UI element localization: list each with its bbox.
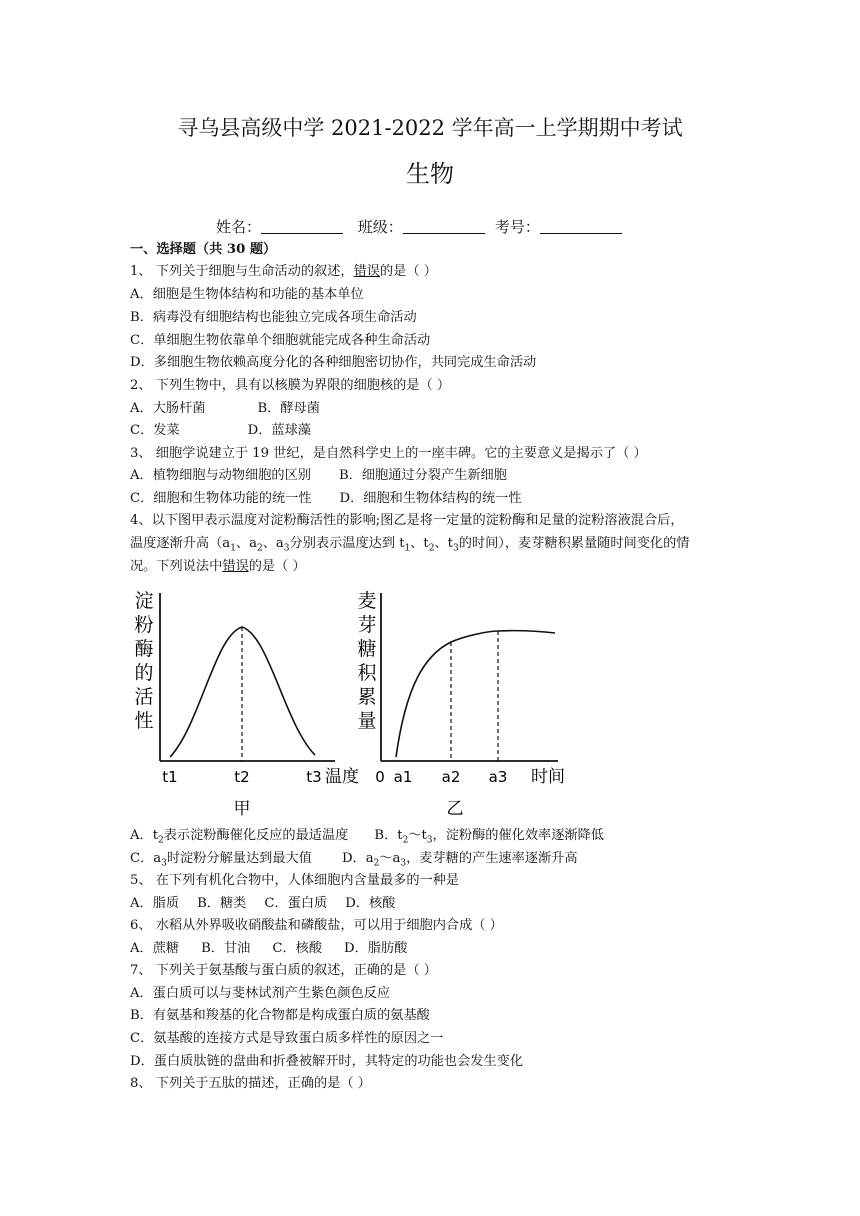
- question-1-option-b: B．病毒没有细胞结构也能独立完成各项生命活动: [130, 310, 417, 325]
- class-label: 班级：: [357, 218, 403, 236]
- name-label: 姓名：: [216, 218, 262, 236]
- question-6-option-c: C．核酸: [272, 941, 323, 956]
- question-3-option-a: A．植物细胞与动物细胞的区别: [130, 468, 311, 483]
- subject-title: 生物: [406, 160, 454, 188]
- yi-tick-a2: a2: [441, 768, 461, 786]
- question-4-option-a: A．$t_2$表示淀粉酶催化反应的最适温度: [130, 828, 349, 846]
- question-4-option-d: D．$a_2\sim a_3$，麦芽糖的产生速率逐渐升高: [341, 851, 578, 869]
- jia-ylabel-6: 性: [134, 710, 154, 732]
- question-4-stem-line-3: 况。下列说法中错误的是（ ）: [130, 559, 306, 574]
- figure-yi: [357, 590, 565, 819]
- jia-ylabel-4: 的: [134, 662, 154, 684]
- jia-ylabel-2: 粉: [134, 614, 154, 636]
- question-4-stem-line-1: 4、以下图甲表示温度对淀粉酶活性的影响;图乙是将一定量的淀粉酶和足量的淀粉溶液混合后，: [130, 513, 684, 528]
- question-4-option-c: C．$a_3$时淀粉分解量达到最大值: [130, 851, 312, 869]
- yi-maltose-curve: [396, 631, 555, 757]
- question-2-options-cd: [130, 421, 311, 441]
- question-1-stem: 1、 下列关于细胞与生命活动的叙述，错误的是（ ）: [130, 264, 437, 279]
- exam-title: 寻乌县高级中学 2021-2022 学年高一上学期期中考试: [177, 116, 683, 140]
- name-blank: [261, 219, 343, 234]
- jia-ylabel-1: 淀: [134, 590, 154, 612]
- question-6-option-b: B．甘油: [201, 941, 251, 956]
- question-4-stem-line-2: 温度逐渐升高（$a_1$、$a_2$、$a_3$分别表示温度达到 $t_1$、$t_2$、$t_3$的时间），麦芽糖积累量随时间变化的情: [130, 536, 690, 554]
- question-2-stem: 2、 下列生物中，具有以核膜为界限的细胞核的是（ ）: [130, 378, 451, 393]
- question-3-options-ab: [130, 466, 507, 486]
- question-3-options-cd: [130, 489, 522, 509]
- question-7-option-b: B．有氨基和羧基的化合物都是构成蛋白质的氨基酸: [130, 1008, 430, 1023]
- question-6-options: [130, 939, 407, 959]
- question-3-option-c: C．细胞和生物体功能的统一性: [130, 491, 312, 506]
- yi-tick-a3: a3: [488, 768, 508, 786]
- question-2-options-ab: [130, 399, 320, 419]
- question-1-option-d: D．多细胞生物依赖高度分化的各种细胞密切协作，共同完成生命活动: [130, 355, 537, 370]
- yi-ylabel-2: 芽: [357, 614, 377, 636]
- question-1-option-a: A．细胞是生物体结构和功能的基本单位: [130, 287, 364, 302]
- figure-jia: [134, 590, 359, 819]
- question-7-stem: 7、 下列关于氨基酸与蛋白质的叙述，正确的是（ ）: [130, 963, 437, 978]
- number-label: 考号：: [494, 218, 540, 236]
- student-info-line: [216, 216, 632, 237]
- question-7-option-c: C．氨基酸的连接方式是导致蛋白质多样性的原因之一: [130, 1031, 444, 1046]
- question-6-option-a: A．蔗糖: [130, 941, 180, 956]
- question-4-options-cd: [130, 849, 578, 874]
- question-5-options: [130, 894, 395, 914]
- jia-tick-t3: t3: [306, 768, 322, 786]
- jia-ylabel-5: 活: [134, 686, 154, 708]
- class-blank: [403, 219, 485, 234]
- question-3-option-d: D．细胞和生物体结构的统一性: [339, 491, 522, 506]
- question-5-option-c: C．蛋白质: [264, 896, 328, 911]
- question-2-option-a: A．大肠杆菌: [130, 401, 206, 416]
- question-3-option-b: B．细胞通过分裂产生新细胞: [338, 468, 507, 483]
- question-7-option-d: D．蛋白质肽链的盘曲和折叠被解开时，其特定的功能也会发生变化: [130, 1054, 524, 1069]
- jia-ylabel-3: 酶: [134, 638, 154, 660]
- question-5-option-a: A．脂质: [130, 896, 180, 911]
- question-6-option-d: D．脂肪酸: [344, 941, 408, 956]
- yi-caption: 乙: [446, 799, 464, 819]
- question-4-option-b: B．$t_2\sim t_3$，淀粉酶的催化效率逐渐降低: [374, 828, 604, 846]
- question-5-option-b: B．糖类: [197, 896, 247, 911]
- question-2-option-b: B．酵母菌: [257, 401, 320, 416]
- yi-origin: 0: [375, 768, 385, 786]
- number-blank: [540, 219, 622, 234]
- question-8-stem: 8、 下列关于五肽的描述，正确的是（ ）: [130, 1076, 371, 1091]
- question-4-options-ab: [130, 826, 604, 851]
- question-5-stem: 5、 在下列有机化合物中，人体细胞内含量最多的一种是: [130, 873, 460, 888]
- yi-ylabel-1: 麦: [357, 590, 377, 612]
- question-6-stem: 6、 水稻从外界吸收硝酸盐和磷酸盐，可以用于细胞内合成（ ）: [130, 918, 503, 933]
- jia-xlabel: 温度: [325, 767, 359, 787]
- yi-tick-a1: a1: [393, 768, 413, 786]
- yi-ylabel-4: 积: [357, 662, 377, 684]
- question-7-option-a: A．蛋白质可以与斐林试剂产生紫色颜色反应: [130, 986, 391, 1001]
- yi-ylabel-3: 糖: [357, 638, 377, 660]
- question-2-option-c: C．发菜: [130, 423, 180, 438]
- question-5-option-d: D．核酸: [345, 896, 396, 911]
- question-1-option-c: C．单细胞生物依靠单个细胞就能完成各种生命活动: [130, 333, 431, 348]
- yi-ylabel-5: 累: [357, 686, 377, 708]
- question-4-figure: [130, 585, 580, 820]
- jia-tick-t2: t2: [234, 768, 250, 786]
- yi-xlabel: 时间: [531, 767, 565, 787]
- question-2-option-d: D．蓝球藻: [247, 423, 311, 438]
- yi-ylabel-6: 量: [357, 710, 377, 732]
- section-heading: 一、选择题（共 30 题）: [130, 242, 277, 257]
- jia-tick-t1: t1: [162, 768, 178, 786]
- question-3-stem: 3、 细胞学说建立于 19 世纪，是自然科学史上的一座丰碑。它的主要意义是揭示了（ ）: [130, 446, 647, 461]
- jia-caption: 甲: [233, 799, 251, 819]
